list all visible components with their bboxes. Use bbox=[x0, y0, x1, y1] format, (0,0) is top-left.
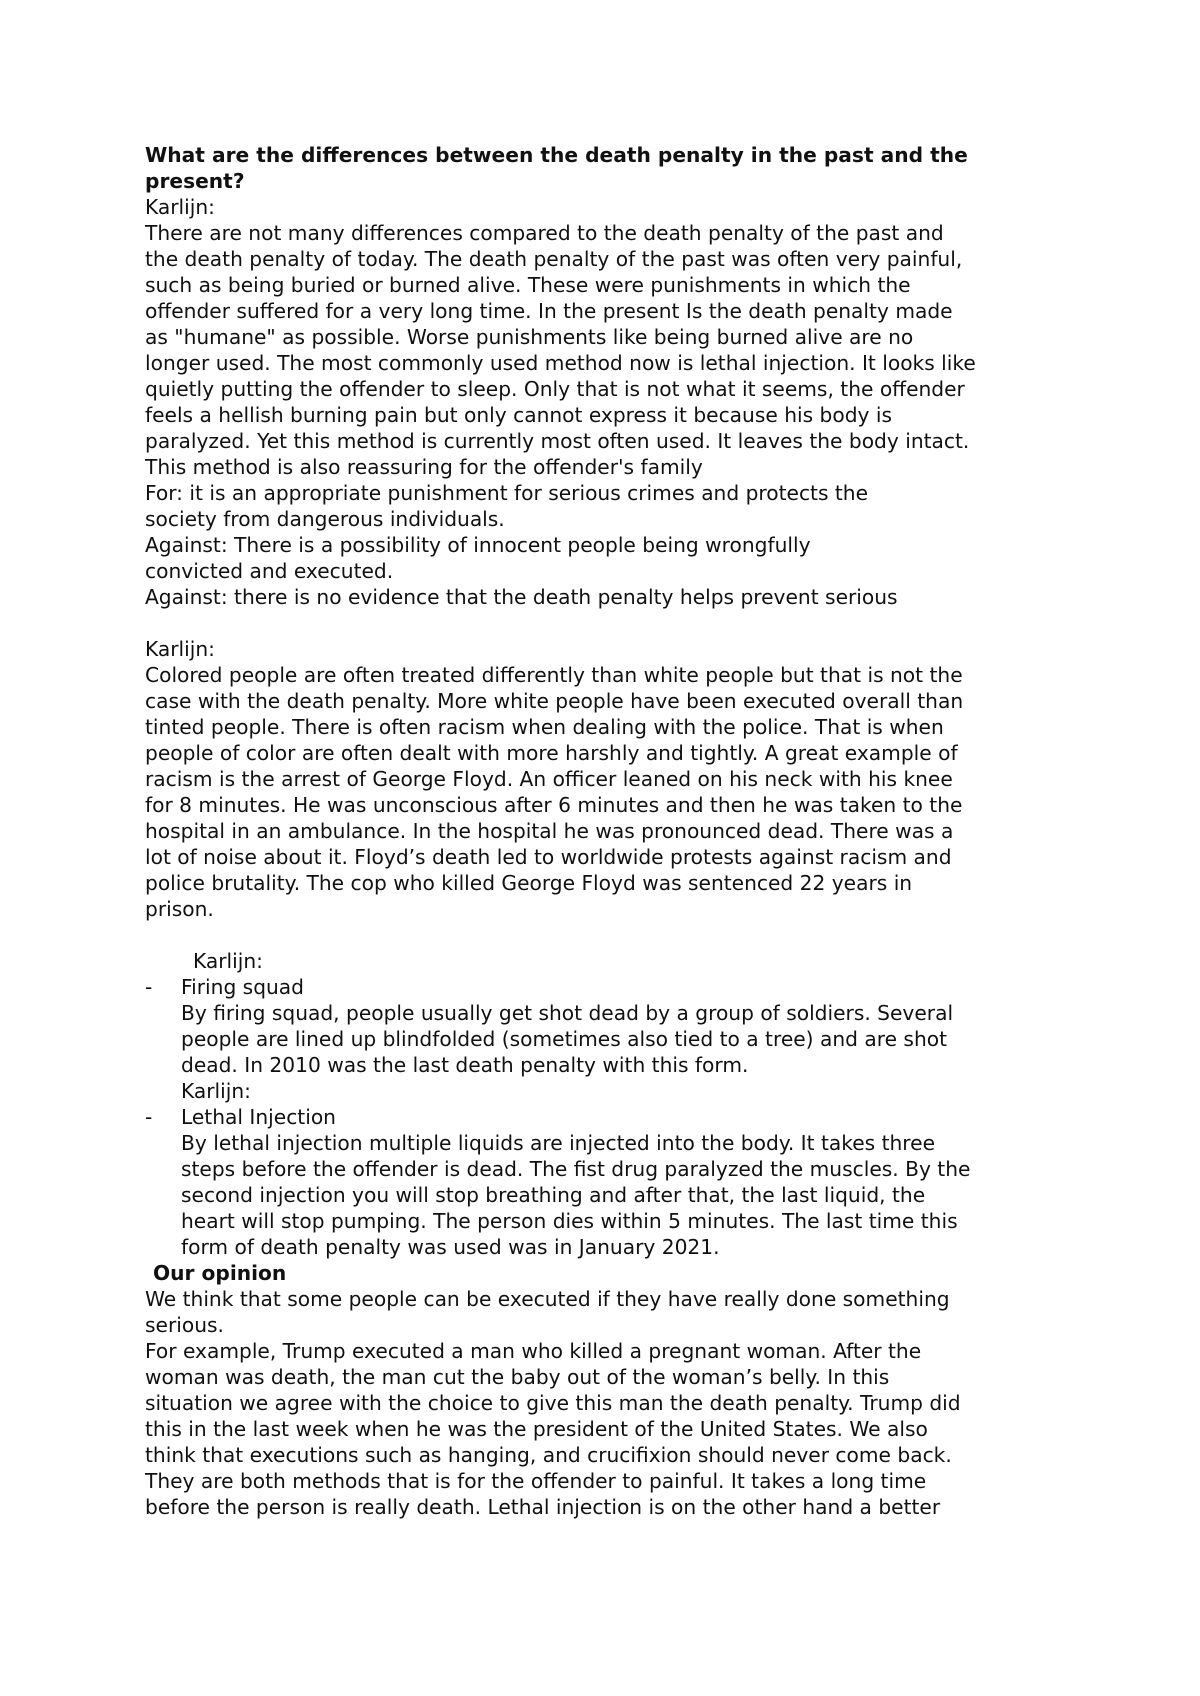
author-label: Karlijn: bbox=[181, 1079, 251, 1103]
paragraph-line: longer used. The most commonly used method now is lethal injection. It looks like bbox=[145, 351, 976, 375]
paragraph-line: case with the death penalty. More white people have been executed overall than bbox=[145, 689, 964, 713]
list-item-line: form of death penalty was used was in January 2021. bbox=[181, 1235, 720, 1259]
paragraph-line: Against: There is a possibility of innocent people being wrongfully bbox=[145, 533, 811, 557]
paragraph-line: the death penalty of today. The death penalty of the past was often very painful, bbox=[145, 247, 963, 271]
paragraph-line: For example, Trump executed a man who killed a pregnant woman. After the bbox=[145, 1339, 922, 1363]
paragraph-line: feels a hellish burning pain but only cannot express it because his body is bbox=[145, 403, 892, 427]
section-opinion bbox=[145, 1260, 1075, 1520]
section-past-present bbox=[145, 142, 1075, 610]
paragraph-line: before the person is really death. Lethal injection is on the other hand a better bbox=[145, 1495, 941, 1519]
blank-line bbox=[145, 610, 1075, 636]
paragraph-line: hospital in an ambulance. In the hospital he was pronounced dead. There was a bbox=[145, 819, 954, 843]
paragraph-line: There are not many differences compared to the death penalty of the past and bbox=[145, 221, 944, 245]
paragraph-line: offender suffered for a very long time. In the present Is the death penalty made bbox=[145, 299, 953, 323]
paragraph-line: convicted and executed. bbox=[145, 559, 394, 583]
paragraph-line: Against: there is no evidence that the death penalty helps prevent serious bbox=[145, 585, 898, 609]
paragraph-line: society from dangerous individuals. bbox=[145, 507, 505, 531]
list-item-title: Firing squad bbox=[181, 975, 304, 999]
list-item-line: dead. In 2010 was the last death penalty with this form. bbox=[181, 1053, 749, 1077]
paragraph-line: such as being buried or burned alive. These were punishments in which the bbox=[145, 273, 911, 297]
paragraph-line: woman was death, the man cut the baby out of the woman’s belly. In this bbox=[145, 1365, 890, 1389]
paragraph-line: This method is also reassuring for the offender's family bbox=[145, 455, 703, 479]
list-item-line: steps before the offender is dead. The fist drug paralyzed the muscles. By the bbox=[181, 1157, 971, 1181]
section-methods bbox=[145, 948, 1075, 1260]
list-item-line: second injection you will stop breathing and after that, the last liquid, the bbox=[181, 1183, 926, 1207]
list-item-line: heart will stop pumping. The person dies within 5 minutes. The last time this bbox=[181, 1209, 958, 1233]
list-dash: - bbox=[145, 975, 153, 999]
paragraph-line: police brutality. The cop who killed George Floyd was sentenced 22 years in bbox=[145, 871, 913, 895]
section-heading-line: What are the differences between the death penalty in the past and the bbox=[145, 143, 968, 167]
paragraph-line: for 8 minutes. He was unconscious after 6 minutes and then he was taken to the bbox=[145, 793, 963, 817]
author-label: Karlijn: bbox=[145, 195, 215, 219]
list-item-line: By firing squad, people usually get shot dead by a group of soldiers. Several bbox=[181, 1001, 954, 1025]
list-item-lethal-injection bbox=[145, 1104, 1075, 1130]
paragraph-line: For: it is an appropriate punishment for serious crimes and protects the bbox=[145, 481, 869, 505]
paragraph-line: racism is the arrest of George Floyd. An officer leaned on his neck with his knee bbox=[145, 767, 953, 791]
paragraph-line: serious. bbox=[145, 1313, 224, 1337]
paragraph-line: prison. bbox=[145, 897, 214, 921]
paragraph-line: lot of noise about it. Floyd’s death led to worldwide protests against racism and bbox=[145, 845, 952, 869]
list-item-line: By lethal injection multiple liquids are injected into the body. It takes three bbox=[181, 1131, 935, 1155]
paragraph-line: people of color are often dealt with more harshly and tightly. A great example of bbox=[145, 741, 958, 765]
paragraph-line: think that executions such as hanging, and crucifixion should never come back. bbox=[145, 1443, 952, 1467]
paragraph-line: quietly putting the offender to sleep. Only that is not what it seems, the offender bbox=[145, 377, 965, 401]
paragraph-line: this in the last week when he was the president of the United States. We also bbox=[145, 1417, 928, 1441]
paragraph-line: as "humane" as possible. Worse punishments like being burned alive are no bbox=[145, 325, 914, 349]
section-racism bbox=[145, 636, 1075, 922]
list-dash: - bbox=[145, 1105, 153, 1129]
list-item-firing-squad bbox=[145, 974, 1075, 1000]
document-page bbox=[145, 142, 1075, 1520]
author-label: Karlijn: bbox=[193, 949, 263, 973]
author-label: Karlijn: bbox=[145, 637, 215, 661]
list-item-line: people are lined up blindfolded (sometimes also tied to a tree) and are shot bbox=[181, 1027, 948, 1051]
opinion-heading: Our opinion bbox=[153, 1261, 287, 1285]
paragraph-line: situation we agree with the choice to give this man the death penalty. Trump did bbox=[145, 1391, 961, 1415]
paragraph-line: Colored people are often treated differently than white people but that is not the bbox=[145, 663, 963, 687]
paragraph-line: They are both methods that is for the offender to painful. It takes a long time bbox=[145, 1469, 927, 1493]
paragraph-line: tinted people. There is often racism when dealing with the police. That is when bbox=[145, 715, 944, 739]
paragraph-line: paralyzed. Yet this method is currently most often used. It leaves the body intact. bbox=[145, 429, 970, 453]
paragraph-line: We think that some people can be executed if they have really done something bbox=[145, 1287, 950, 1311]
section-heading-line: present? bbox=[145, 169, 245, 193]
list-item-title: Lethal Injection bbox=[181, 1105, 336, 1129]
blank-line bbox=[145, 922, 1075, 948]
